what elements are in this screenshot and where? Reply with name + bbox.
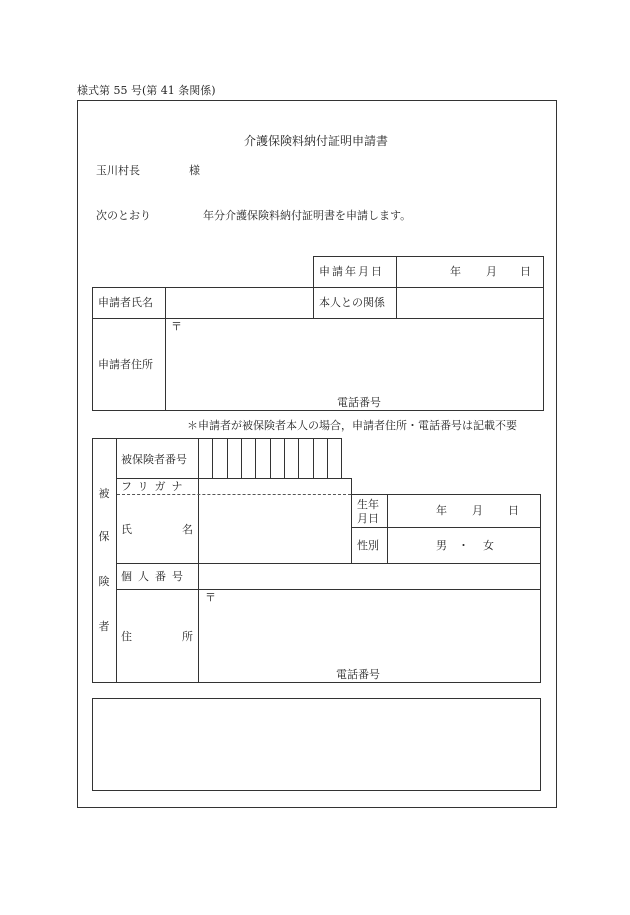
insured-number-field[interactable] <box>199 439 341 478</box>
gender-separator: ・ <box>458 539 469 552</box>
date-month-label: 月 <box>486 265 497 278</box>
remarks-box[interactable] <box>92 698 541 791</box>
insured-address-label-a: 住 <box>121 630 132 643</box>
furigana-field[interactable] <box>199 479 351 494</box>
date-year-label: 年 <box>450 265 461 278</box>
birth-day-label: 日 <box>508 504 519 517</box>
form-number: 様式第 55 号(第 41 条関係) <box>77 84 216 97</box>
applicant-name-label: 申請者氏名 <box>98 296 153 309</box>
birth-label-1: 生年 <box>357 498 379 511</box>
gender-female-option[interactable]: 女 <box>483 539 494 552</box>
furigana-label: フリガナ <box>121 480 189 493</box>
application-date-label: 申請年月日 <box>319 265 384 278</box>
insured-number-label: 被保険者番号 <box>121 453 187 466</box>
insured-side-char-2: 保 <box>98 530 110 543</box>
birth-year-label: 年 <box>436 504 447 517</box>
relation-field[interactable] <box>397 288 543 318</box>
postal-mark: 〒 <box>171 320 182 333</box>
note-text: ＊申請者が被保険者本人の場合，申請者住所・電話番号は記載不要 <box>187 419 517 432</box>
gender-label: 性別 <box>357 539 379 552</box>
insured-name-field[interactable] <box>199 495 351 563</box>
insured-name-label-a: 氏 <box>121 523 132 536</box>
insured-side-char-4: 者 <box>98 620 110 633</box>
addressee-honorific: 様 <box>189 164 200 177</box>
applicant-phone-label: 電話番号 <box>337 396 381 409</box>
date-day-label: 日 <box>520 265 531 278</box>
personal-number-label: 個人番号 <box>121 570 189 583</box>
insured-side-char-3: 険 <box>98 575 110 588</box>
addressee-mayor: 玉川村長 <box>96 164 140 177</box>
applicant-address-label: 申請者住所 <box>98 358 153 371</box>
gender-male-option[interactable]: 男 <box>436 539 447 552</box>
birth-label-2: 月日 <box>357 512 379 525</box>
page-title: 介護保険料納付証明申請書 <box>244 134 389 148</box>
statement-prefix: 次のとおり <box>96 209 151 222</box>
year-input[interactable] <box>160 206 200 222</box>
insured-postal-mark: 〒 <box>205 591 216 604</box>
statement-body: 年分介護保険料納付証明書を申請します。 <box>203 209 412 222</box>
insured-side-char-1: 被 <box>98 487 110 500</box>
birth-month-label: 月 <box>472 504 483 517</box>
insured-address-label-b: 所 <box>182 630 193 643</box>
insured-name-label-b: 名 <box>182 523 193 536</box>
relation-label: 本人との関係 <box>319 296 385 309</box>
insured-phone-label: 電話番号 <box>336 668 380 681</box>
personal-number-field[interactable] <box>199 564 540 589</box>
applicant-name-field[interactable] <box>166 288 313 318</box>
